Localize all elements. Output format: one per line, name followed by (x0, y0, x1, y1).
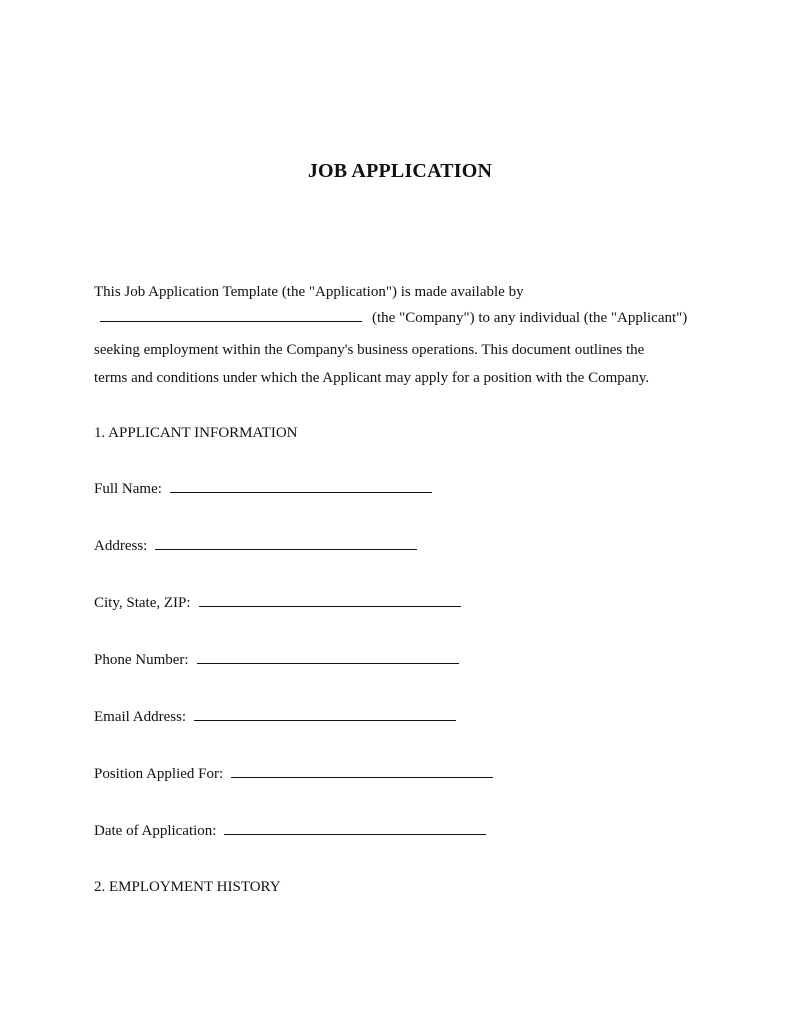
city-state-zip-row (94, 595, 461, 612)
phone-number-blank[interactable] (197, 662, 459, 664)
email-address-blank[interactable] (194, 719, 456, 721)
position-applied-for-row (94, 766, 493, 783)
company-name-blank[interactable] (100, 320, 362, 322)
position-applied-for-label: Position Applied For: (94, 766, 224, 782)
intro-line-3: seeking employment within the Company's business operations. This document outlines the (94, 342, 645, 358)
phone-number-row (94, 652, 459, 669)
intro-line-2: (the "Company") to any individual (the "Applicant") (372, 310, 688, 326)
intro-line-1: This Job Application Template (the "Application") is made available by (94, 284, 524, 300)
full-name-blank[interactable] (170, 491, 432, 493)
section-applicant-information-heading: 1. APPLICANT INFORMATION (94, 425, 298, 441)
intro-line-4: terms and conditions under which the Applicant may apply for a position with the Company. (94, 370, 650, 386)
section-employment-history-heading: 2. EMPLOYMENT HISTORY (94, 879, 281, 895)
document-title: JOB APPLICATION (307, 160, 493, 182)
address-label: Address: (94, 538, 148, 554)
date-of-application-row (94, 823, 486, 840)
full-name-label: Full Name: (94, 481, 162, 497)
city-state-zip-blank[interactable] (199, 605, 461, 607)
position-applied-for-blank[interactable] (231, 776, 493, 778)
date-of-application-label: Date of Application: (94, 823, 217, 839)
address-blank[interactable] (155, 548, 417, 550)
phone-number-label: Phone Number: (94, 652, 189, 668)
city-state-zip-label: City, State, ZIP: (94, 595, 191, 611)
email-address-label: Email Address: (94, 709, 187, 725)
address-row (94, 538, 417, 555)
date-of-application-blank[interactable] (224, 833, 486, 835)
email-address-row (94, 709, 456, 726)
company-blank-row (100, 310, 687, 327)
full-name-row (94, 481, 432, 498)
